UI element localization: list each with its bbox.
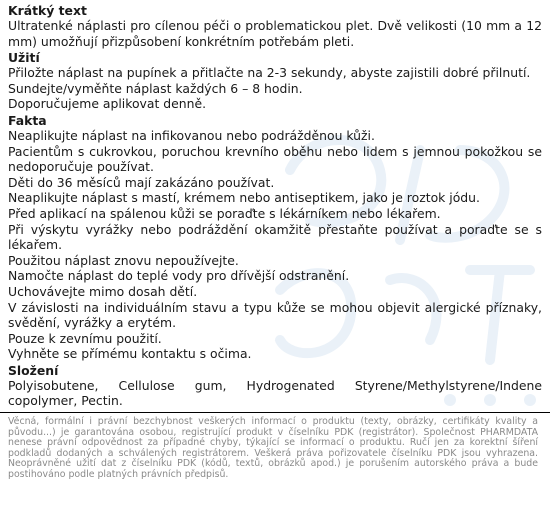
- facts-line: Pacientům s cukrovkou, poruchou krevního oběhu nebo lidem s jemnou pokožkou se nedoporučuje používat.: [8, 143, 542, 175]
- facts-line: Pouze k zevnímu použití.: [8, 330, 162, 346]
- facts-line: Namočte náplast do teplé vody pro dřívější odstranění.: [8, 268, 350, 284]
- facts-line: Použitou náplast znovu nepoužívejte.: [8, 252, 239, 268]
- short-text-body: Ultratenké náplasti pro cílenou péči o problematickou plet. Dvě velikosti (10 mm a 12 mm) umožňují přizpůsobení konkrétním potřebám pleti.: [8, 18, 542, 49]
- facts-line: V závislosti na individuálním stavu a typu kůže se mohou objevit alergické příznaky, svědění, vyrážky a erytém.: [8, 299, 542, 331]
- composition-body: Polyisobutene, Cellulose gum, Hydrogenated Styrene/Methylstyrene/Indene copolymer, Pectin.: [8, 377, 542, 409]
- usage-line: Přiložte náplast na pupínek a přitlačte na 2-3 sekundy, abyste zajistili dobré přilnutí.: [8, 65, 531, 81]
- facts-heading: Fakta: [8, 112, 47, 128]
- facts-line: Před aplikací na spálenou kůži se poraďte s lékárníkem nebo lékařem.: [8, 205, 441, 221]
- facts-line: Vyhněte se přímému kontaktu s očima.: [8, 346, 252, 362]
- facts-line: Neaplikujte náplast na infikovanou nebo podrážděnou kůži.: [8, 127, 375, 143]
- usage-heading: Užití: [8, 50, 40, 66]
- facts-line: Děti do 36 měsíců mají zakázáno používat.: [8, 174, 275, 190]
- disclaimer-separator: [0, 412, 550, 413]
- usage-line: Doporučujeme aplikovat denně.: [8, 96, 207, 112]
- composition-heading: Složení: [8, 362, 59, 378]
- legal-disclaimer: Věcná, formální i právní bezchybnost veškerých informací o produktu (texty, obrázky, certifikáty kvality a původu...) je garantována osobou, registrující produkt v číselníku PDK (registrátor). Společnost PHARMDATA nenese právní odpovědnost za případné chyby, týkající se informací o produktu. Ručí jen za korektní šíření podkladů dodaných a schválených registrátorem. Veškerá práva pořizovatele číselníku PDK jsou vyhrazena. Neoprávněné užití dat z číselníku PDK (kódů, textů, obrázků apod.) je porušením autorského práva a bude postihováno podle platných právních předpisů.: [8, 416, 538, 481]
- facts-line: Neaplikujte náplast s mastí, krémem nebo antiseptikem, jako je roztok jódu.: [8, 190, 480, 206]
- usage-line: Sundejte/vyměňte náplast každých 6 – 8 hodin.: [8, 80, 303, 96]
- facts-line: Při výskytu vyrážky nebo podráždění okamžitě přestaňte používat a poraďte se s lékařem.: [8, 221, 542, 253]
- facts-line: Uchovávejte mimo dosah dětí.: [8, 283, 198, 299]
- short-text-heading: Krátký text: [8, 3, 87, 18]
